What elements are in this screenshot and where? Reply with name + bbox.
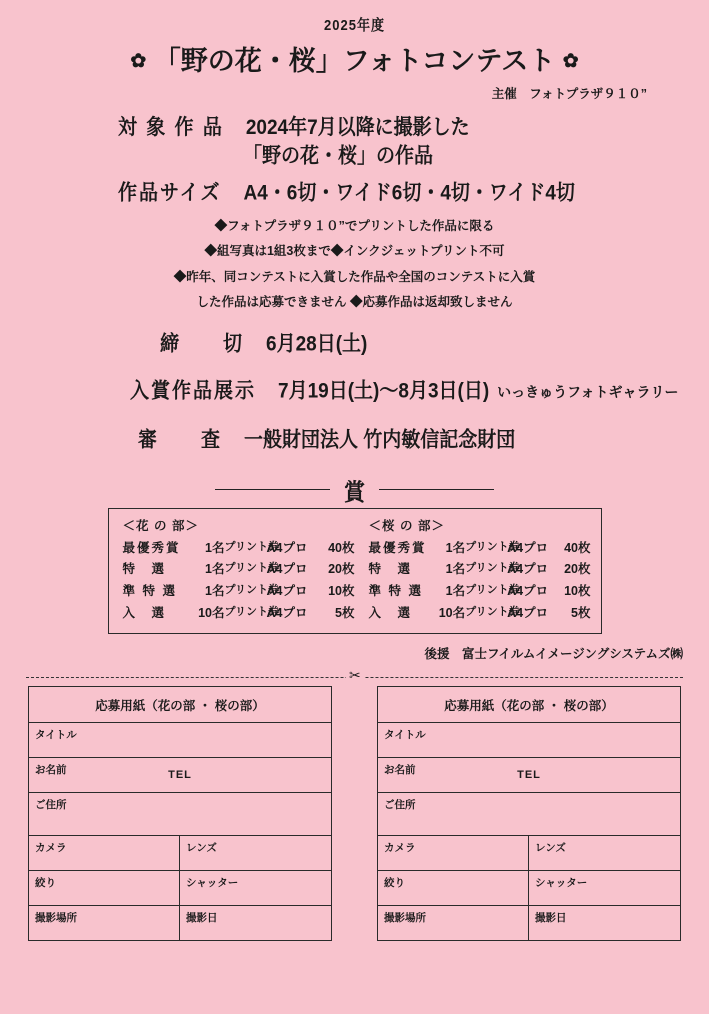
form-label-title: タイトル [35, 729, 77, 741]
form-row-camera[interactable] [378, 836, 680, 871]
prize-count: 1名 [205, 562, 225, 577]
form-field-camera[interactable] [378, 836, 529, 870]
form-title: 応募用紙（花の部 ・ 桜の部） [378, 687, 680, 723]
prize-qty: 20枚 [564, 562, 591, 577]
row-judge [0, 425, 709, 452]
prize-row [369, 559, 591, 581]
note-line-4: した作品は応募できません ◆応募作品は返却致しません [196, 295, 513, 310]
prize-count: 1名 [445, 562, 466, 577]
form-field-location[interactable] [29, 906, 180, 940]
prize-heading-text: 賞 [330, 474, 379, 507]
poster-page [0, 14, 709, 1014]
form-label-shutter: シャッター [186, 877, 239, 889]
prize-row [369, 603, 591, 625]
prize-row [123, 581, 355, 603]
form-label-tel: TEL [517, 769, 541, 781]
prize-size: A4プロ [266, 540, 308, 555]
size-value: A4・6切・ワイド6切・4切・ワイド4切 [243, 182, 575, 206]
prize-column-flower [119, 516, 355, 626]
note-line-3: ◆昨年、同コンテストに入賞した作品や全国のコンテストに入賞 [173, 269, 536, 284]
prize-size: A4プロ [507, 584, 549, 599]
form-label-camera: カメラ [384, 842, 416, 854]
form-row-name[interactable] [29, 758, 331, 793]
prize-ticket: プリント券 [224, 584, 280, 597]
form-label-date: 撮影日 [535, 912, 567, 924]
prize-count: 1名 [205, 584, 225, 599]
prize-row [369, 538, 591, 560]
form-row-camera[interactable] [29, 836, 331, 871]
prize-qty: 5枚 [571, 606, 591, 621]
form-field-address[interactable] [378, 793, 680, 835]
form-field-title[interactable] [29, 723, 331, 757]
exhibit-value: 7月19日(土)～8月3日(日) [278, 379, 490, 403]
row-target-2 [0, 141, 709, 168]
prize-size: A4プロ [266, 562, 308, 577]
form-row-title[interactable] [29, 723, 331, 758]
form-label-aperture: 絞り [384, 877, 405, 889]
form-label-location: 撮影場所 [384, 912, 426, 924]
prize-qty: 10枚 [564, 584, 591, 599]
prize-qty: 40枚 [328, 540, 355, 555]
form-label-title: タイトル [384, 729, 426, 741]
host-line: 主催 フォトプラザ９１０” [491, 87, 647, 101]
form-label-lens: レンズ [535, 842, 566, 854]
page-title [0, 39, 709, 78]
prize-row [123, 538, 355, 560]
prize-count: 10名 [438, 606, 466, 621]
prize-qty: 5枚 [335, 606, 355, 621]
row-size [0, 178, 709, 205]
judge-label: 審 査 [138, 428, 223, 452]
form-row-aperture[interactable] [29, 871, 331, 906]
form-row-location[interactable] [29, 906, 331, 940]
form-label-name: お名前 [384, 764, 416, 776]
form-field-title[interactable] [378, 723, 680, 757]
prize-name: 準 特 選 [122, 584, 177, 599]
form-field-shutter[interactable] [529, 871, 680, 905]
prize-size: A4プロ [266, 606, 308, 621]
form-row-address[interactable] [29, 793, 331, 836]
prize-qty: 10枚 [328, 584, 355, 599]
prize-name: 特 選 [368, 562, 413, 577]
prize-name: 最優秀賞 [368, 540, 427, 555]
flower-icon-left: ✿ [130, 51, 147, 72]
prize-ticket: プリント券 [465, 606, 520, 619]
deadline-label: 締 切 [160, 332, 245, 356]
form-field-aperture[interactable] [378, 871, 529, 905]
form-row-aperture[interactable] [378, 871, 680, 906]
prize-name: 入 選 [368, 606, 413, 621]
prize-ticket: プリント券 [465, 540, 520, 553]
row-deadline [0, 329, 709, 356]
note-line-2: ◆組写真は1組3枚まで◆インクジェットプリント不可 [204, 244, 505, 259]
prize-name: 入 選 [122, 606, 167, 621]
page-title-text: 「野の花・桜」フォトコンテスト [153, 46, 556, 76]
prize-size: A4プロ [507, 606, 549, 621]
form-label-tel: TEL [168, 769, 192, 781]
form-title: 応募用紙（花の部 ・ 桜の部） [29, 687, 331, 723]
form-field-date[interactable] [529, 906, 680, 940]
prize-count: 1名 [445, 540, 466, 555]
form-row-name[interactable] [378, 758, 680, 793]
form-label-lens: レンズ [186, 842, 217, 854]
prize-ticket: プリント券 [224, 606, 280, 619]
prize-row [123, 603, 355, 625]
prize-size: A4プロ [266, 584, 308, 599]
form-row-address[interactable] [378, 793, 680, 836]
prize-name: 最優秀賞 [122, 540, 181, 555]
prize-count: 1名 [445, 584, 466, 599]
prize-name: 特 選 [122, 562, 167, 577]
form-label-date: 撮影日 [186, 912, 218, 924]
flower-icon-right: ✿ [562, 51, 579, 72]
form-label-address: ご住所 [384, 799, 416, 811]
form-label-shutter: シャッター [535, 877, 588, 889]
prize-count: 1名 [205, 540, 225, 555]
target-label: 対 象 作 品 [118, 116, 224, 140]
prize-column-sakura [355, 516, 591, 626]
form-label-name: お名前 [35, 764, 67, 776]
form-field-address[interactable] [29, 793, 331, 835]
deadline-value: 6月28日(土) [266, 332, 368, 356]
prize-column-head: ＜桜 の 部＞ [368, 518, 445, 533]
prize-row [123, 559, 355, 581]
prize-table [108, 508, 602, 635]
form-field-date[interactable] [180, 906, 331, 940]
prize-ticket: プリント券 [465, 584, 520, 597]
form-label-address: ご住所 [35, 799, 67, 811]
form-label-aperture: 絞り [35, 877, 56, 889]
form-field-aperture[interactable] [29, 871, 180, 905]
form-row-title[interactable] [378, 723, 680, 758]
prize-column-head: ＜花 の 部＞ [122, 518, 199, 533]
prize-size: A4プロ [507, 562, 549, 577]
exhibit-label: 入賞作品展示 [130, 379, 257, 403]
form-field-location[interactable] [378, 906, 529, 940]
prize-qty: 40枚 [564, 540, 591, 555]
form-row-location[interactable] [378, 906, 680, 940]
prize-ticket: プリント券 [224, 562, 280, 575]
form-field-name[interactable] [29, 758, 331, 792]
exhibit-place: いっきゅうフォトギャラリー [497, 383, 679, 400]
entry-form-right [377, 686, 681, 941]
form-field-camera[interactable] [29, 836, 180, 870]
entry-forms [0, 686, 709, 941]
sponsor-line: 後援 富士フイルムイメージングシステムズ㈱ [424, 647, 683, 661]
prize-ticket: プリント券 [465, 562, 520, 575]
judge-value: 一般財団法人 竹内敏信記念財団 [244, 428, 516, 452]
scissors-icon: ✂ [346, 667, 364, 684]
prize-row [369, 581, 591, 603]
row-target [0, 112, 709, 139]
prize-name: 準 特 選 [368, 584, 423, 599]
size-label: 作品サイズ [118, 182, 222, 206]
form-field-lens[interactable] [529, 836, 680, 870]
form-field-shutter[interactable] [180, 871, 331, 905]
contest-year: 2025年度 [324, 16, 385, 34]
target-value: 2024年7月以降に撮影した [245, 116, 470, 140]
target-value-2: 「野の花・桜」の作品 [243, 145, 434, 169]
form-field-name[interactable] [378, 758, 680, 792]
row-exhibit [0, 376, 709, 403]
form-field-lens[interactable] [180, 836, 331, 870]
prize-qty: 20枚 [328, 562, 355, 577]
cut-line [0, 667, 709, 684]
form-label-location: 撮影場所 [35, 912, 77, 924]
prize-size: A4プロ [507, 540, 549, 555]
note-line-1: ◆フォトプラザ９１０”でプリントした作品に限る [214, 219, 495, 233]
prize-count: 10名 [198, 606, 225, 621]
prize-ticket: プリント券 [224, 540, 280, 553]
prize-heading [0, 476, 709, 505]
entry-form-left [28, 686, 332, 941]
form-label-camera: カメラ [35, 842, 67, 854]
